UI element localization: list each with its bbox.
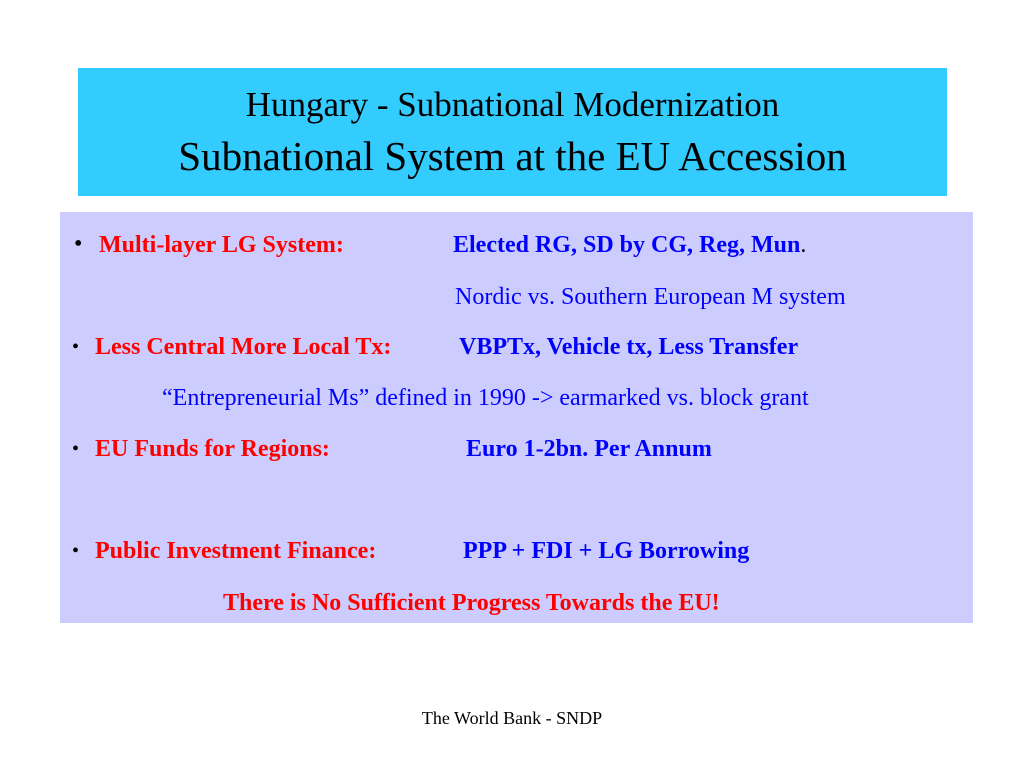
bullet-4-value: PPP + FDI + LG Borrowing [463, 538, 750, 564]
title-banner [78, 68, 947, 196]
bullet-icon: • [72, 438, 80, 460]
bullet-1-value-suffix: . [800, 232, 807, 258]
bullet-1-label: Multi-layer LG System: [99, 232, 344, 258]
bullet-3-value: Euro 1-2bn. Per Annum [466, 436, 712, 462]
bullet-2-label: Less Central More Local Tx: [95, 334, 392, 360]
bullet-3-label: EU Funds for Regions: [95, 436, 330, 462]
footer-text: The World Bank - SNDP [421, 708, 603, 728]
bullet-icon: • [72, 540, 80, 562]
content-panel [60, 212, 973, 623]
slide-title: Hungary - Subnational Modernization [245, 85, 780, 124]
bullet-icon: • [72, 336, 80, 358]
bullet-1-subline: Nordic vs. Southern European M system [455, 284, 846, 310]
bullet-2-value: VBPTx, Vehicle tx, Less Transfer [459, 334, 799, 360]
bullet-2-subline: “Entrepreneurial Ms” defined in 1990 -> earmarked vs. block grant [162, 385, 809, 411]
conclusion-text: There is No Sufficient Progress Towards the EU! [223, 590, 720, 616]
bullet-1-value-text: Elected RG, SD by CG, Reg, Mun [453, 232, 801, 258]
bullet-icon: • [74, 231, 83, 257]
bullet-1-value [453, 231, 806, 259]
bullet-4-label: Public Investment Finance: [95, 538, 377, 564]
slide-subtitle: Subnational System at the EU Accession [178, 133, 847, 179]
